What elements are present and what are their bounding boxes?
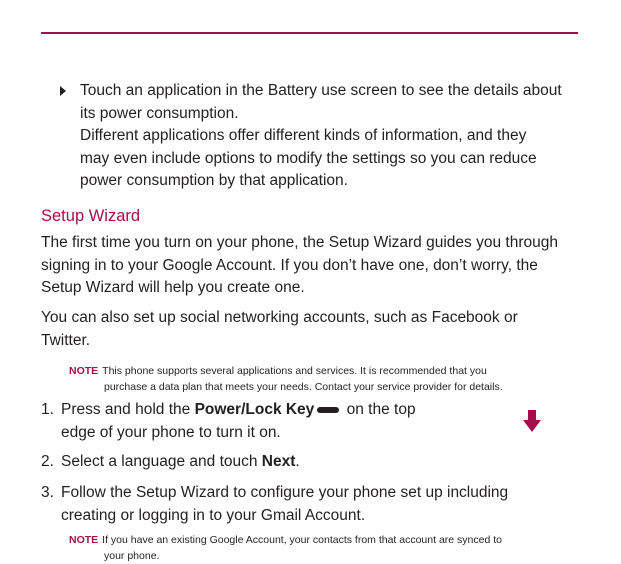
step-2 [41,451,581,474]
step-text: Select a language and touch [61,453,262,470]
down-arrow-icon [523,410,541,432]
note-label: NOTE [69,365,99,377]
bullet-line: power consumption by that application. [80,172,348,189]
bullet-line: its power consumption. [80,104,239,122]
step-text: creating or logging in to your Gmail Account. [61,506,366,524]
step-number: 1. [41,401,54,418]
step-1 [41,399,581,444]
step-number: 2. [41,453,54,470]
step-text: edge of your phone to turn it on. [61,423,281,441]
section-heading: Setup Wizard [41,207,141,225]
bullet-triangle-icon [60,86,66,96]
social-paragraph [41,307,581,352]
step-text: Follow the Setup Wizard to configure your phone set up including [61,484,509,501]
header-rule [41,32,578,34]
paragraph-line: signing in to your Google Account. If you don’t have one, don’t worry, the [41,256,538,274]
paragraph-line: Setup Wizard will help you create one. [41,279,305,296]
bullet-line: Different applications offer different kinds of information, and they [80,127,527,144]
paragraph-line: You can also set up social networking accounts, such as Facebook or [41,309,518,326]
bullet-line: may even include options to modify the settings so you can reduce [80,149,537,167]
step-3 [41,482,581,527]
note-text: If you have an existing Google Account, your contacts from that account are synced to [102,534,502,546]
paragraph-line: Twitter. [41,331,91,349]
note-text: your phone. [104,550,160,562]
step-number: 3. [41,484,54,501]
note-text: purchase a data plan that meets your needs. Contact your service provider for details. [104,381,503,393]
note-label: NOTE [69,534,99,546]
step-text: on the top [342,401,416,418]
note-google-sync [69,532,574,564]
battery-use-bullet [60,80,580,193]
paragraph-line: The first time you turn on your phone, the Setup Wizard guides you through [41,234,558,251]
step-text: . [295,453,300,470]
power-lock-key-icon [317,407,339,413]
note-data-plan [69,363,574,395]
note-text: This phone supports several applications and services. It is recommended that you [102,365,487,377]
step-key-name: Power/Lock Key [194,401,315,418]
step-text: Press and hold the [61,401,195,418]
intro-paragraph [41,232,581,300]
step-button-name: Next [261,453,296,470]
bullet-line: Touch an application in the Battery use screen to see the details about [80,82,562,99]
